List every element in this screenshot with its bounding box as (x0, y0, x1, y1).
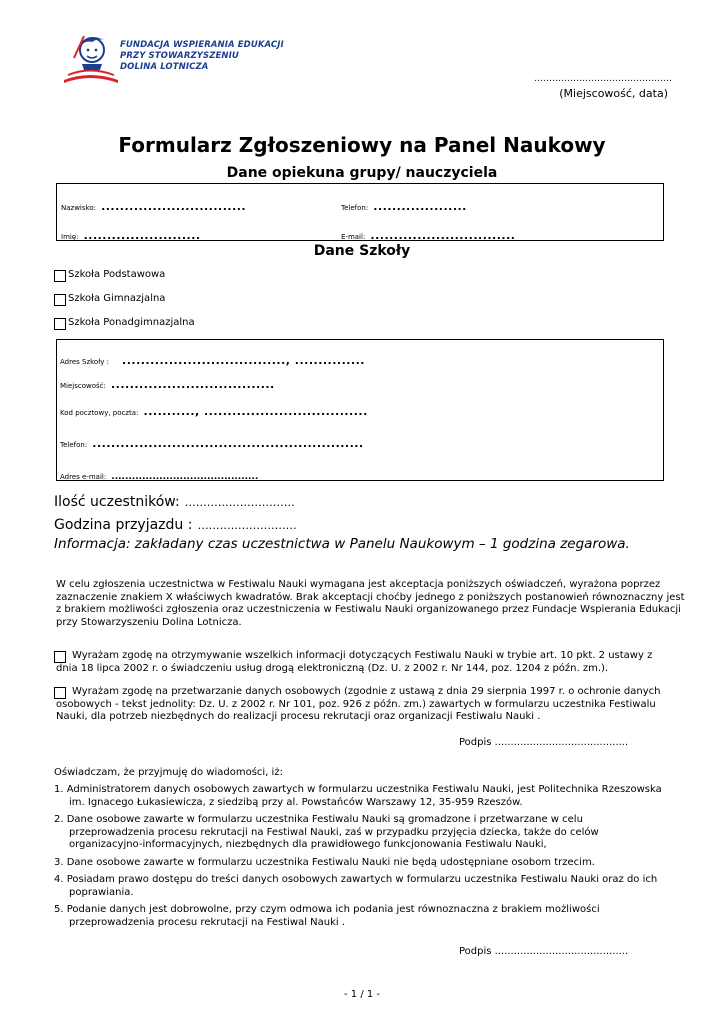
declaration-line: 1. Administratorem danych osobowych zawartych w formularzu uczestnika Festiwalu Nauki, jest Politechnika Rzeszowska (54, 784, 662, 795)
consent-line: Wyrażam zgodę na otrzymywanie wszelkich informacji dotyczących Festiwalu Nauki w trybie art. 10 pkt. 2 ustawy z (72, 650, 653, 661)
arrival-label: Godzina przyjazdu : (54, 517, 193, 533)
checkbox[interactable] (54, 318, 66, 330)
declaration-item (54, 784, 662, 809)
declaration-line: 4. Posiadam prawo dostępu do treści danych osobowych zawartych w formularzu uczestnika Festiwalu Nauki oraz do ich (54, 874, 658, 885)
school-phone-label: Telefon: (60, 441, 88, 449)
participants-field[interactable]: ………………………… (184, 496, 295, 509)
address-row (60, 349, 365, 368)
phone-label: Telefon: (341, 204, 369, 212)
city-field[interactable]: ................................... (110, 378, 275, 391)
postal-field[interactable]: ..........., ................................... (143, 405, 368, 418)
place-date-label: (Miejscowość, data) (559, 87, 668, 100)
consent-data-text (56, 686, 661, 724)
address-label: Adres Szkoły : (60, 358, 109, 366)
form-title: Formularz Zgłoszeniowy na Panel Naukowy (118, 133, 606, 157)
logo-line: DOLINA LOTNICZA (120, 62, 209, 72)
place-date-field[interactable]: ………………………………………. (534, 74, 672, 84)
page-number: - 1 / 1 - (343, 989, 381, 1000)
name-label: Imię: (61, 233, 79, 241)
declaration-heading: Oświadczam, że przyjmuję do wiadomości, iż: (54, 767, 283, 778)
school-email-label: Adres e-mail: (60, 473, 107, 481)
school-phone-field[interactable]: .......................................................... (92, 437, 364, 450)
intro-line: przy Stowarzyszeniu Dolina Lotnicza. (56, 616, 242, 628)
phone-row (341, 195, 467, 214)
declaration-line: organizacyjno-informacyjnych, niezbędnych dla prawidłowego funkcjonowania Festiwalu Nauki, (69, 839, 547, 850)
consent-line: Nauki, dla potrzeb niezbędnych do realizacji procesu rekrutacji oraz organizacji Festiwalu Nauki . (56, 711, 541, 722)
name-row (61, 224, 201, 243)
declaration-line: im. Ignacego Łukasiewicza, z siedzibą przy al. Powstańców Warszawy 12, 35-959 Rzeszów. (69, 796, 523, 808)
consent-line: osobowych - tekst jednolity: Dz. U. z 2002 r. Nr 101, poz. 926 z późn. zm.) zawartych w formularzu uczestnika Festiwalu (56, 698, 656, 710)
consent-newsletter-text (56, 650, 652, 675)
email-label: E-mail: (341, 233, 366, 241)
email-row (341, 224, 515, 243)
arrival-field[interactable]: ……………………… (197, 519, 297, 532)
intro-line: zaznaczenie znakiem X właściwych kwadratów. Brak akceptacji choćby jednego z poniższych postanowień równoznaczny jest (56, 591, 685, 603)
info-text: Informacja: zakładany czas uczestnictwa w Panelu Naukowym – 1 godzina zegarowa. (54, 536, 630, 552)
school-email-field[interactable]: ........................................... (111, 472, 259, 482)
school-email-row (60, 464, 258, 483)
declaration-line: 2. Dane osobowe zawarte w formularzu uczestnika Festiwalu Nauki są gromadzone i przetwarzane w celu (54, 814, 583, 825)
declaration-line: 5. Podanie danych jest dobrowolne, przy czym odmowa ich podania jest równoznaczna z brakiem możliwości (54, 904, 600, 915)
logo-line: FUNDACJA WSPIERANIA EDUKACJI (120, 40, 284, 50)
consent-line: dnia 18 lipca 2002 r. o świadczeniu usług drogą elektroniczną (Dz. U. z 2002 r. Nr 144, poz. 1204 z późn. zm.). (56, 662, 609, 674)
school-phone-row (60, 432, 364, 451)
postal-row (60, 400, 368, 419)
surname-label: Nazwisko: (61, 204, 96, 212)
intro-line: W celu zgłoszenia uczestnictwa w Festiwalu Nauki wymagana jest akceptacja poniższych oświadczeń, wyrażona poprzez (56, 579, 661, 590)
school-heading: Dane Szkoły (313, 243, 411, 259)
guardian-box (56, 183, 664, 241)
signature-field-2[interactable]: Podpis .......................................... (459, 946, 629, 957)
surname-field[interactable]: ............................... (101, 200, 247, 213)
logo-line: PRZY STOWARZYSZENIU (120, 51, 239, 61)
declaration-item (54, 814, 662, 852)
email-field[interactable]: ............................... (370, 229, 516, 242)
intro-line: z brakiem możliwości zgłoszenia oraz uczestniczenia w Festiwalu Nauki organizowanego przez Fundacje Wspierania Edukacji (56, 604, 681, 615)
declaration-line: przeprowadzenia procesu rekrutacji na Festiwal Nauki, zaś w przypadku przyjęcia dziecka, także do celów (69, 826, 599, 838)
guardian-heading: Dane opiekuna grupy/ nauczyciela (226, 165, 498, 181)
city-row (60, 373, 275, 392)
participants-row (54, 491, 295, 510)
phone-field[interactable]: .................... (373, 200, 467, 213)
school-box (56, 339, 664, 481)
declaration-line: przeprowadzenia procesu rekrutacji na Festiwal Nauki . (69, 916, 346, 928)
declaration-list (54, 784, 662, 929)
declaration-item (54, 904, 662, 929)
arrival-row (54, 514, 297, 533)
checkbox[interactable] (54, 270, 66, 282)
city-label: Miejscowość: (60, 382, 106, 390)
checkbox[interactable] (54, 294, 66, 306)
school-type-label: Szkoła Gimnazjalna (68, 293, 166, 304)
consent-line: Wyrażam zgodę na przetwarzanie danych osobowych (zgodnie z ustawą z dnia 29 sierpnia 1997 r. o ochronie danych (72, 686, 661, 697)
declaration-item (54, 857, 662, 870)
school-type-label: Szkoła Podstawowa (68, 269, 166, 280)
declaration-line: 3. Dane osobowe zawarte w formularzu uczestnika Festiwalu Nauki nie będą udostępniane osobom trzecim. (54, 856, 595, 868)
address-field[interactable]: ..................................., ............... (122, 354, 365, 367)
school-type-label: Szkoła Ponadgimnazjalna (68, 317, 195, 328)
name-field[interactable]: ......................... (83, 229, 201, 242)
intro-paragraph (56, 579, 685, 629)
declaration-item (54, 874, 662, 899)
signature-field-1[interactable]: Podpis .......................................... (459, 737, 629, 748)
surname-row (61, 195, 246, 214)
declaration-line: poprawiania. (69, 886, 134, 898)
logo-text (120, 40, 284, 73)
participants-label: Ilość uczestników: (54, 494, 180, 510)
postal-label: Kod pocztowy, poczta: (60, 409, 139, 417)
